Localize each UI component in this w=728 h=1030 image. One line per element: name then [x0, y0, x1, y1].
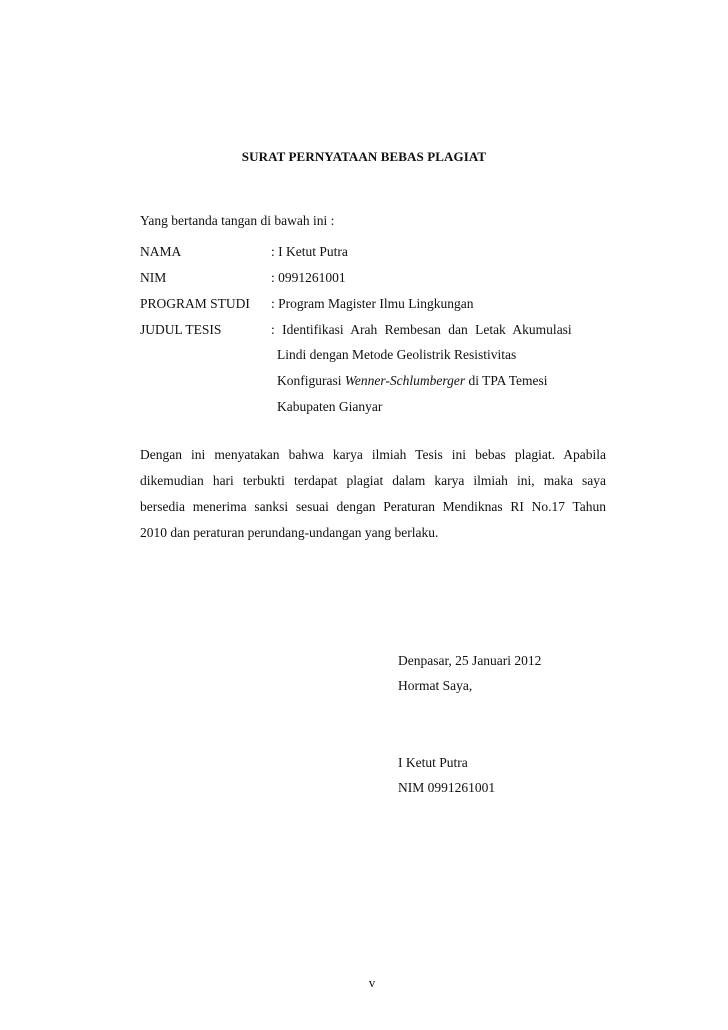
signature-name: I Ketut Putra [398, 755, 468, 770]
signature-place-date: Denpasar, 25 Januari 2012 [398, 653, 542, 668]
statement-line-4: 2010 dan peraturan perundang-undangan yang berlaku. [140, 525, 439, 540]
statement-line-1: Dengan ini menyatakan bahwa karya ilmiah Tesis ini bebas plagiat. Apabila [140, 447, 606, 462]
judul-line-2: Lindi dengan Metode Geolistrik Resistivitas [277, 347, 517, 362]
field-label-judul-tesis: JUDUL TESIS [140, 322, 222, 337]
judul-line-3-suffix: di TPA Temesi [465, 373, 548, 388]
statement-line-3: bersedia menerima sanksi sesuai dengan Peraturan Mendiknas RI No.17 Tahun [140, 499, 606, 514]
field-label-nama: NAMA [140, 244, 182, 259]
signature-nim: NIM 0991261001 [398, 780, 496, 795]
field-value-judul-tesis: : Identifikasi Arah Rembesan dan Letak Akumulasi [271, 322, 572, 337]
judul-line-3-prefix: Konfigurasi [277, 373, 345, 388]
field-value-program-studi: : Program Magister Ilmu Lingkungan [271, 296, 474, 311]
judul-line-3 [277, 373, 548, 389]
statement-line-2: dikemudian hari terbukti terdapat plagiat dalam karya ilmiah ini, maka saya [140, 473, 606, 488]
field-label-program-studi: PROGRAM STUDI [140, 296, 250, 311]
judul-line-3-italic: Wenner-Schlumberger [344, 373, 466, 388]
field-value-nim: : 0991261001 [271, 270, 346, 285]
field-label-nim: NIM [140, 270, 167, 285]
judul-line-4: Kabupaten Gianyar [277, 399, 383, 414]
field-value-nama: : I Ketut Putra [271, 244, 348, 259]
document-title: SURAT PERNYATAAN BEBAS PLAGIAT [241, 149, 487, 164]
intro-text: Yang bertanda tangan di bawah ini : [140, 213, 335, 228]
signature-closing: Hormat Saya, [398, 678, 473, 693]
page-number: v [368, 975, 376, 990]
